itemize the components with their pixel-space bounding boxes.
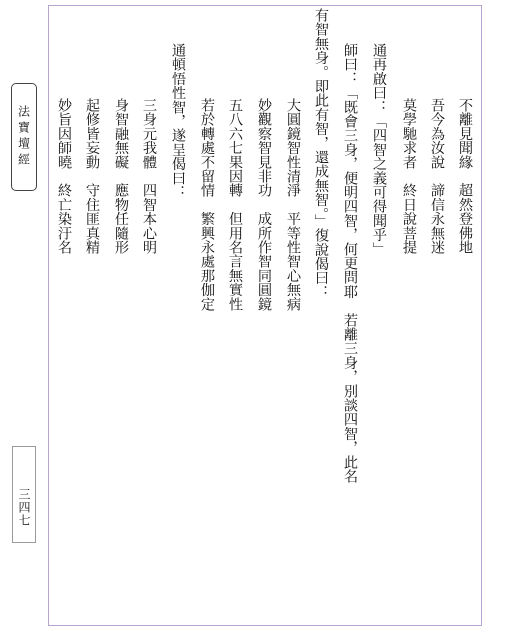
prose-line-4: 通頓悟性智，遂呈偈曰： [170, 43, 186, 200]
book-title-tab: 法寶壇經 [11, 83, 37, 191]
verse-line-10: 起修皆妄動 守住匪真精 [84, 98, 100, 255]
verse-line-2: 吾今為汝說 諦信永無迷 [429, 98, 445, 255]
verse-line-4: 大圓鏡智性清淨 平等性智心無病 [285, 98, 301, 311]
verse-line-5: 妙觀察智見非功 成所作智同圓鏡 [256, 98, 272, 311]
page-number: 三四七 [17, 488, 31, 527]
prose-line-2: 師曰：「既會三身，便明四智，何更問耶 若離三身，別談四智，此名 [342, 43, 358, 484]
verse-line-6: 五八六七果因轉 但用名言無實性 [227, 98, 243, 311]
verse-line-3: 莫學馳求者 終日說菩提 [401, 98, 417, 255]
verse-line-1: 不離見聞緣 超然登佛地 [457, 98, 473, 255]
prose-line-1: 通再啟曰：「四智之義可得聞乎」 [371, 43, 387, 256]
verse-line-8: 三身元我體 四智本心明 [141, 98, 157, 255]
prose-line-3: 有智無身。即此有智，還成無智。」復說偈曰： [313, 8, 329, 300]
verse-line-7: 若於轉處不留情 繁興永處那伽定 [199, 98, 215, 311]
verse-line-11: 妙旨因師曉 終亡染汙名 [56, 98, 72, 255]
verse-line-9: 身智融無礙 應物任隨形 [113, 98, 129, 255]
